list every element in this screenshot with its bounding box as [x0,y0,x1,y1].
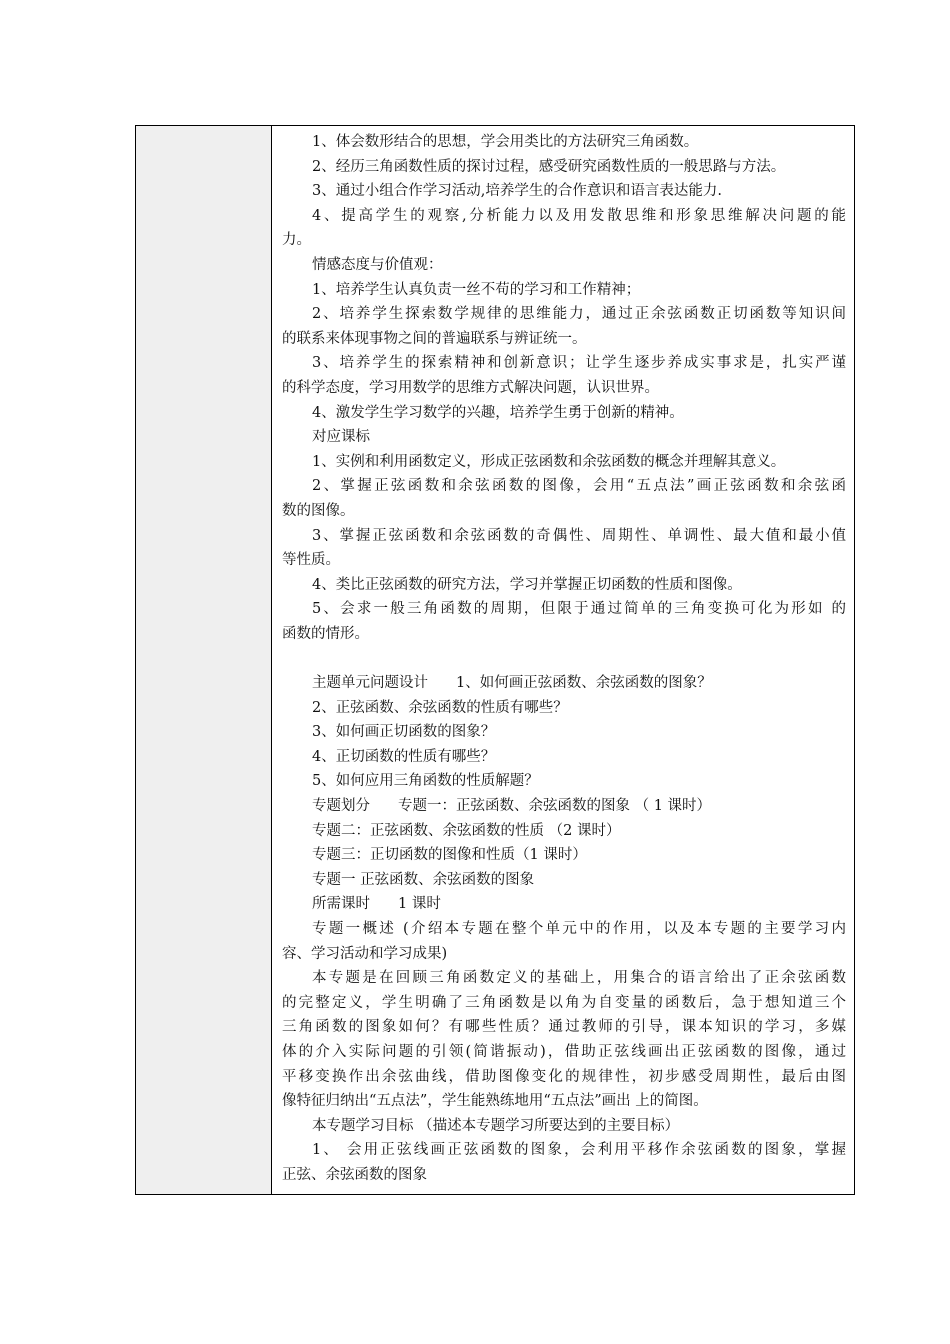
topic-title: 专题一 正弦函数、余弦函数的图象 [312,871,535,888]
topic-item: 专题一：正弦函数、余弦函数的图象 （ 1 课时） [398,798,712,815]
section-heading: 对应课标 [312,429,370,446]
content-table [135,125,855,1195]
question-item: 2、正弦函数、余弦函数的性质有哪些？ [312,699,568,716]
table-left-cell [136,126,272,1194]
question-design-line [282,671,846,696]
text-line: 正弦、余弦函数的图象 [282,1166,427,1183]
text-line: 2、经历三角函数性质的探讨过程，感受研究函数性质的一般思路与方法。 [312,158,786,175]
text-line: 3、掌握正弦函数和余弦函数的奇偶性、周期性、单调性、最大值和最小值 [312,527,846,544]
section-heading: 情感态度与价值观： [312,256,443,273]
text-line: 2、培养学生探索数学规律的思维能力，通过正余弦函数正切函数等知识间 [312,306,846,323]
text-line: 数的图像。 [282,502,355,519]
table-right-cell [272,126,854,1194]
question-item: 1、如何画正弦函数、余弦函数的图象？ [456,675,712,692]
text-line: 平移变换作出余弦曲线，借助图像变化的规律性，初步感受周期性，最后由图 [282,1068,846,1085]
question-item: 5、如何应用三角函数的性质解题？ [312,773,539,790]
text-line: 容、学习活动和学习成果) [282,945,448,962]
text-line: 1、实例和利用函数定义，形成正弦函数和余弦函数的概念并理解其意义。 [312,453,786,470]
text-line: 1、培养学生认真负责一丝不苟的学习和工作精神； [312,281,641,298]
section-heading: 主题单元问题设计 [312,675,428,692]
text-line: 的科学态度，学习用数学的思维方式解决问题，认识世界。 [282,379,659,396]
text-line: 函数的情形。 [282,625,369,642]
text-line: 3、通过小组合作学习活动,培养学生的合作意识和语言表达能力. [312,183,722,200]
text-line: 的联系来体现事物之间的普遍联系与辨证统一。 [282,330,587,347]
text-line: 4、类比正弦函数的研究方法，学习并掌握正切函数的性质和图像。 [312,576,742,593]
text-line: 3、培养学生的探索精神和创新意识；让学生逐步养成实事求是，扎实严谨 [312,355,846,372]
class-hours-line [282,892,846,917]
class-hours-value: 1 课时 [398,896,441,913]
text-line: 本专题是在回顾三角函数定义的基础上，用集合的语言给出了正余弦函数 [312,970,846,987]
topic-item: 专题三：正切函数的图像和性质（1 课时） [312,847,587,864]
text-line: 2、掌握正弦函数和余弦函数的图像，会用“五点法”画正弦函数和余弦函 [312,478,846,495]
text-line: 5、会求一般三角函数的周期，但限于通过简单的三角变换可化为形如 的 [312,601,846,618]
text-line: 三角函数的图象如何？有哪些性质？通过教师的引导，课本知识的学习，多媒 [282,1019,846,1036]
text-line: 体的介入实际问题的引领(简谐振动)，借助正弦线画出正弦函数的图像，通过 [282,1043,846,1060]
text-line: 像特征归纳出“五点法”，学生能熟练地用“五点法”画出 上的简图。 [282,1093,708,1110]
text-line: 等性质。 [282,552,340,569]
question-item: 3、如何画正切函数的图象？ [312,724,496,741]
text-line: 1、体会数形结合的思想，学会用类比的方法研究三角函数。 [312,134,699,150]
text-line: 专题一概述 (介绍本专题在整个单元中的作用，以及本专题的主要学习内 [312,921,846,937]
text-line: 的完整定义，学生明确了三角函数是以角为自变量的函数后，急于想知道三个 [282,994,846,1011]
text-line: 4、提高学生的观察,分析能力以及用发散思维和形象思维解决问题的能 [312,207,846,224]
text-line: 力。 [282,232,311,249]
text-line: 4、激发学生学习数学的兴趣，培养学生勇于创新的精神。 [312,404,684,421]
topic-item: 专题二：正弦函数、余弦函数的性质 （2 课时） [312,822,621,839]
blank-line [282,646,846,671]
topic-division-line [282,794,846,819]
text-line: 1、 会用正弦线画正弦函数的图象，会利用平移作余弦函数的图象，掌握 [312,1142,846,1159]
class-hours-label: 所需课时 [312,896,370,913]
question-item: 4、正切函数的性质有哪些？ [312,748,496,765]
section-heading: 专题划分 [312,798,370,815]
section-heading: 本专题学习目标 （描述本专题学习所要达到的主要目标） [312,1117,680,1134]
